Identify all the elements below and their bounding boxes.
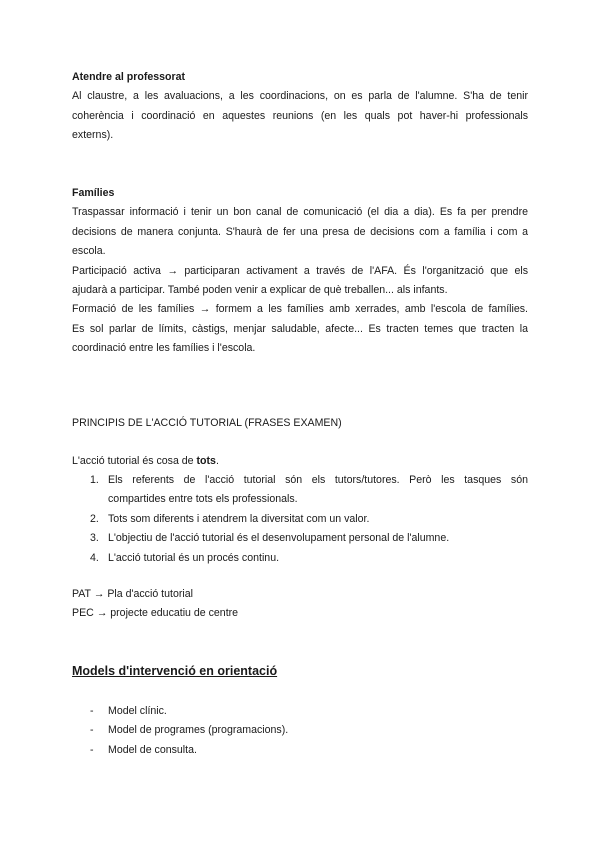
paragraph-line: Traspassar informació i tenir un bon canal de comunicació (el dia a dia). Es fa per prendre <box>72 206 528 219</box>
dash-marker: - <box>90 743 94 756</box>
acronym-pec: PEC → projecte educatiu de centre <box>72 607 239 620</box>
dash-marker: - <box>90 724 94 737</box>
paragraph-line: ajudarà a participar. També poden venir a explicar de què treballen... als infants. <box>72 284 448 297</box>
list-item-line: L'objectiu de l'acció tutorial és el desenvolupament personal de l'alumne. <box>108 532 450 545</box>
list-item-text: Model de consulta. <box>108 743 197 756</box>
intro-line <box>72 452 528 471</box>
paragraph-line: Participació activa → participaran activament a través de l'AFA. És l'organització que els <box>72 264 528 277</box>
list-item-line: Els referents de l'acció tutorial són els tutors/tutores. Però les tasques són <box>108 474 528 486</box>
list-number: 4. <box>90 551 99 564</box>
list-item-text: Model de programes (programacions). <box>108 724 289 737</box>
section-teachers <box>72 68 528 146</box>
models-list <box>72 702 528 760</box>
paragraph-line: decisions de manera conjunta. S'haurà de fer una presa de decisions com a família i com a <box>72 225 528 238</box>
list-item-text: Model clínic. <box>108 705 167 717</box>
list-item-line: Tots som diferents i atendrem la diversitat com un valor. <box>108 512 370 525</box>
paragraph-line: Formació de les famílies → formem a les famílies amb xerrades, amb l'escola de famílies. <box>72 303 528 316</box>
section-heading: Atendre al professorat <box>72 71 186 83</box>
paragraph-line: escola. <box>72 245 106 258</box>
list-item <box>72 721 528 740</box>
paragraph-line: Es sol parlar de límits, càstigs, menjar saludable, afecte... Es tracten temes que tracten la <box>72 322 528 335</box>
section-models-heading <box>72 662 528 681</box>
paragraph-line: Al claustre, a les avaluacions, a les coordinacions, on es parla de l'alumne. S'ha de tenir <box>72 90 528 103</box>
principles-list <box>72 471 528 568</box>
list-item-line: L'acció tutorial és un procés continu. <box>108 551 280 564</box>
section-families <box>72 184 528 359</box>
intro-end: . <box>215 455 219 467</box>
paragraph-line: coherència i coordinació en aquestes reunions (en les quals pot haver-hi professionals <box>72 109 528 122</box>
section-principles-heading <box>72 414 528 433</box>
dash-marker: - <box>90 705 94 717</box>
list-item <box>72 529 528 548</box>
list-item <box>72 741 528 760</box>
paragraph-line: coordinació entre les famílies i l'escola. <box>72 342 256 355</box>
section-heading: Famílies <box>72 187 115 199</box>
list-item <box>72 510 528 529</box>
list-item-line: compartides entre tots els professionals. <box>108 493 298 506</box>
list-number: 2. <box>90 512 99 525</box>
principles-intro <box>72 452 528 471</box>
list-number: 3. <box>90 532 99 545</box>
acronyms <box>72 585 528 624</box>
intro-emphasis: tots <box>196 455 216 467</box>
paragraph-line: externs). <box>72 129 114 142</box>
list-item <box>72 702 528 721</box>
intro-text: L'acció tutorial és cosa de <box>72 455 197 467</box>
list-number: 1. <box>90 474 99 486</box>
acronym-pat: PAT → Pla d'acció tutorial <box>72 588 193 600</box>
list-item <box>72 549 528 568</box>
section-heading: Models d'intervenció en orientació <box>72 664 278 678</box>
list-item <box>72 471 528 510</box>
section-heading: PRINCIPIS DE L'ACCIÓ TUTORIAL (FRASES EXAMEN) <box>72 417 342 429</box>
